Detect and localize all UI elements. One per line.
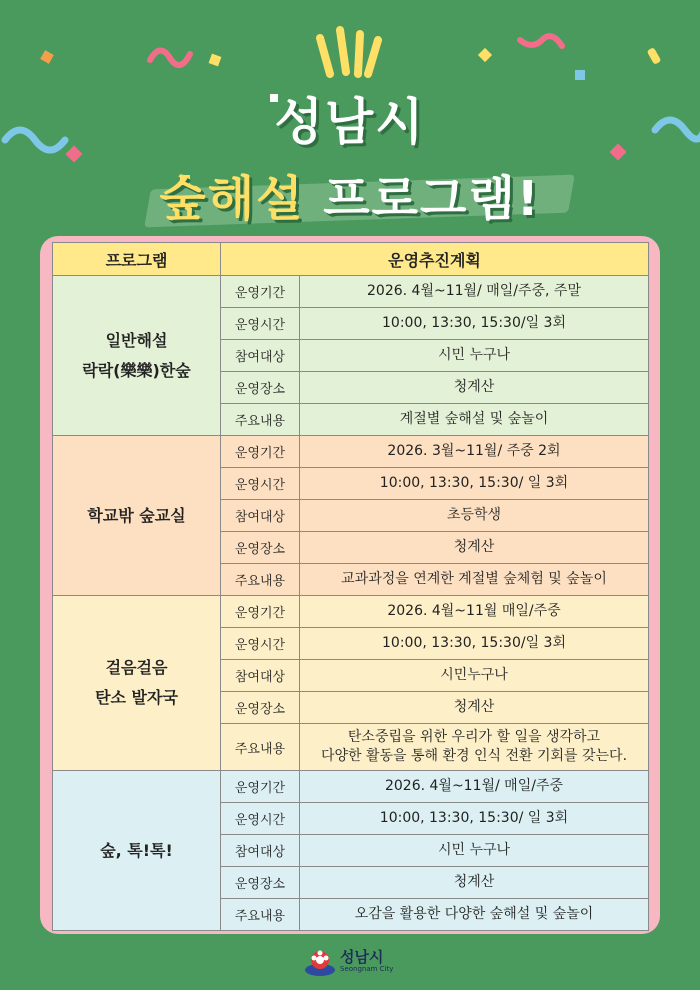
table-row — [53, 276, 649, 308]
row-label: 참여대상 — [221, 500, 300, 532]
row-label: 운영장소 — [221, 867, 300, 899]
row-label: 참여대상 — [221, 660, 300, 692]
title-line1: 성남시 — [274, 93, 426, 151]
row-label: 운영기간 — [221, 596, 300, 628]
row-label: 운영장소 — [221, 372, 300, 404]
row-label: 참여대상 — [221, 340, 300, 372]
row-value: 청계산 — [300, 867, 649, 899]
title-part1: 숲해설 — [159, 171, 305, 227]
title-part2: 프로그램! — [323, 171, 541, 227]
row-value: 탄소중립을 위한 우리가 할 일을 생각하고 다양한 활동을 통해 환경 인식 전환 기회를 갖는다. — [300, 724, 649, 771]
row-value: 청계산 — [300, 692, 649, 724]
row-label: 운영시간 — [221, 468, 300, 500]
row-value: 시민누구나 — [300, 660, 649, 692]
row-value: 청계산 — [300, 532, 649, 564]
row-value: 계절별 숲해설 및 숲놀이 — [300, 404, 649, 436]
title-area — [0, 60, 700, 229]
row-value: 10:00, 13:30, 15:30/일 3회 — [300, 308, 649, 340]
program-table — [52, 242, 649, 931]
row-label: 참여대상 — [221, 835, 300, 867]
row-value: 10:00, 13:30, 15:30/ 일 3회 — [300, 803, 649, 835]
row-value: 10:00, 13:30, 15:30/ 일 3회 — [300, 468, 649, 500]
table-row — [53, 596, 649, 628]
row-label: 주요내용 — [221, 564, 300, 596]
header-plan: 운영추진계획 — [221, 243, 649, 276]
row-value: 2026. 3월~11월/ 주중 2회 — [300, 436, 649, 468]
row-label: 운영기간 — [221, 771, 300, 803]
program-name: 일반해설 락락(樂樂)한숲 — [53, 276, 221, 436]
row-value: 2026. 4월~11월 매일/주중 — [300, 596, 649, 628]
program-name: 학교밖 숲교실 — [53, 436, 221, 596]
table-row — [53, 436, 649, 468]
row-label: 주요내용 — [221, 404, 300, 436]
row-label: 주요내용 — [221, 899, 300, 931]
header-program: 프로그램 — [53, 243, 221, 276]
row-value: 초등학생 — [300, 500, 649, 532]
row-value: 시민 누구나 — [300, 340, 649, 372]
row-label: 운영시간 — [221, 308, 300, 340]
row-value: 청계산 — [300, 372, 649, 404]
row-label: 운영기간 — [221, 276, 300, 308]
row-label: 운영시간 — [221, 803, 300, 835]
row-label: 운영시간 — [221, 628, 300, 660]
row-label: 주요내용 — [221, 724, 300, 771]
row-value: 2026. 4월~11월/ 매일/주중, 주말 — [300, 276, 649, 308]
logo-ko: 성남시 — [340, 948, 384, 966]
table-row — [53, 771, 649, 803]
city-emblem-icon — [304, 948, 336, 978]
row-value: 시민 누구나 — [300, 835, 649, 867]
row-value: 교과과정을 연계한 계절별 숲체험 및 숲놀이 — [300, 564, 649, 596]
row-value: 오감을 활용한 다양한 숲해설 및 숲놀이 — [300, 899, 649, 931]
seongnam-logo — [304, 948, 393, 978]
title-line2 — [159, 160, 540, 229]
program-name: 숲, 톡!톡! — [53, 771, 221, 931]
row-label: 운영기간 — [221, 436, 300, 468]
row-value: 2026. 4월~11월/ 매일/주중 — [300, 771, 649, 803]
row-label: 운영장소 — [221, 692, 300, 724]
row-value: 10:00, 13:30, 15:30/일 3회 — [300, 628, 649, 660]
program-name: 걸음걸음 탄소 발자국 — [53, 596, 221, 771]
logo-en: Seongnam City — [340, 965, 394, 973]
row-label: 운영장소 — [221, 532, 300, 564]
